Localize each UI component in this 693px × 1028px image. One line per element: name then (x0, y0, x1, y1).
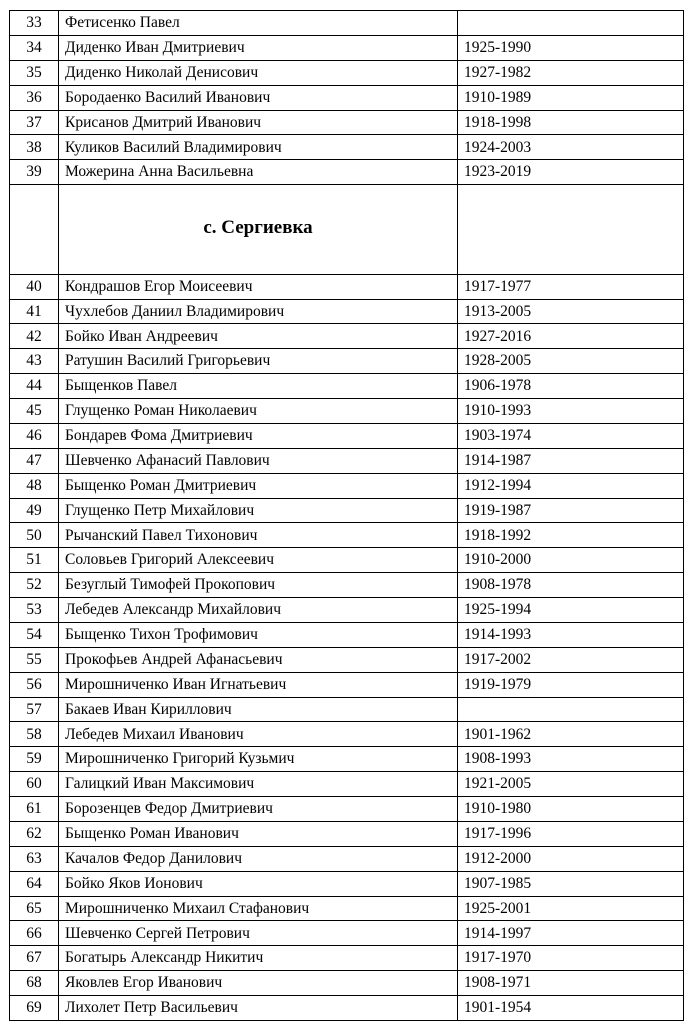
row-number: 62 (10, 821, 59, 846)
table-row (10, 722, 684, 747)
table-row (10, 747, 684, 772)
row-number: 56 (10, 672, 59, 697)
life-years: 1927-2016 (458, 324, 684, 349)
table-row (10, 399, 684, 424)
table-row (10, 160, 684, 185)
life-years: 1912-2000 (458, 846, 684, 871)
row-number: 54 (10, 622, 59, 647)
life-years: 1917-2002 (458, 647, 684, 672)
life-years: 1912-1994 (458, 473, 684, 498)
person-name: Бойко Яков Ионович (59, 871, 458, 896)
person-name: Прокофьев Андрей Афанасьевич (59, 647, 458, 672)
roster-table (9, 10, 684, 1021)
row-number: 65 (10, 896, 59, 921)
table-row (10, 498, 684, 523)
row-number: 48 (10, 473, 59, 498)
person-name: Диденко Николай Денисович (59, 60, 458, 85)
life-years: 1908-1993 (458, 747, 684, 772)
table-row (10, 946, 684, 971)
row-number: 33 (10, 11, 59, 36)
row-number: 51 (10, 548, 59, 573)
table-row (10, 324, 684, 349)
life-years: 1919-1979 (458, 672, 684, 697)
row-number: 63 (10, 846, 59, 871)
table-row (10, 135, 684, 160)
row-number: 45 (10, 399, 59, 424)
row-number: 52 (10, 573, 59, 598)
table-row (10, 598, 684, 623)
row-number: 69 (10, 996, 59, 1021)
row-number: 68 (10, 971, 59, 996)
table-row (10, 772, 684, 797)
row-number: 37 (10, 110, 59, 135)
row-number: 43 (10, 349, 59, 374)
table-row (10, 523, 684, 548)
life-years: 1914-1997 (458, 921, 684, 946)
life-years: 1910-1980 (458, 797, 684, 822)
life-years: 1918-1992 (458, 523, 684, 548)
life-years: 1925-1994 (458, 598, 684, 623)
table-row (10, 971, 684, 996)
table-row (10, 299, 684, 324)
row-number: 38 (10, 135, 59, 160)
life-years: 1917-1977 (458, 274, 684, 299)
person-name: Яковлев Егор Иванович (59, 971, 458, 996)
row-number: 59 (10, 747, 59, 772)
table-row (10, 846, 684, 871)
person-name: Кондрашов Егор Моисеевич (59, 274, 458, 299)
row-number: 67 (10, 946, 59, 971)
person-name: Бакаев Иван Кириллович (59, 697, 458, 722)
life-years: 1925-1990 (458, 35, 684, 60)
table-row (10, 274, 684, 299)
person-name: Лихолет Петр Васильевич (59, 996, 458, 1021)
row-number: 49 (10, 498, 59, 523)
person-name: Шевченко Сергей Петрович (59, 921, 458, 946)
person-name: Фетисенко Павел (59, 11, 458, 36)
roster-table-body (10, 11, 684, 1021)
person-name: Лебедев Михаил Иванович (59, 722, 458, 747)
person-name: Быщенков Павел (59, 374, 458, 399)
person-name: Диденко Иван Дмитриевич (59, 35, 458, 60)
person-name: Рычанский Павел Тихонович (59, 523, 458, 548)
life-years: 1906-1978 (458, 374, 684, 399)
row-number: 60 (10, 772, 59, 797)
life-years: 1914-1987 (458, 448, 684, 473)
row-number: 41 (10, 299, 59, 324)
life-years: 1924-2003 (458, 135, 684, 160)
life-years: 1901-1954 (458, 996, 684, 1021)
table-row (10, 672, 684, 697)
person-name: Куликов Василий Владимирович (59, 135, 458, 160)
table-row (10, 448, 684, 473)
life-years (458, 697, 684, 722)
row-number: 42 (10, 324, 59, 349)
life-years: 1903-1974 (458, 423, 684, 448)
life-years: 1907-1985 (458, 871, 684, 896)
person-name: Глущенко Роман Николаевич (59, 399, 458, 424)
person-name: Галицкий Иван Максимович (59, 772, 458, 797)
life-years (458, 11, 684, 36)
person-name: Лебедев Александр Михайлович (59, 598, 458, 623)
person-name: Ратушин Василий Григорьевич (59, 349, 458, 374)
table-row (10, 647, 684, 672)
section-header-row (10, 185, 684, 275)
life-years: 1914-1993 (458, 622, 684, 647)
row-number: 35 (10, 60, 59, 85)
row-number: 36 (10, 85, 59, 110)
table-row (10, 85, 684, 110)
person-name: Быщенко Роман Дмитриевич (59, 473, 458, 498)
life-years: 1918-1998 (458, 110, 684, 135)
row-number: 66 (10, 921, 59, 946)
section-years-cell (458, 185, 684, 275)
table-row (10, 423, 684, 448)
table-row (10, 896, 684, 921)
row-number: 57 (10, 697, 59, 722)
life-years: 1925-2001 (458, 896, 684, 921)
life-years: 1919-1987 (458, 498, 684, 523)
life-years: 1927-1982 (458, 60, 684, 85)
life-years: 1901-1962 (458, 722, 684, 747)
table-row (10, 11, 684, 36)
table-row (10, 349, 684, 374)
life-years: 1923-2019 (458, 160, 684, 185)
person-name: Мирошниченко Михаил Стафанович (59, 896, 458, 921)
person-name: Чухлебов Даниил Владимирович (59, 299, 458, 324)
person-name: Борозенцев Федор Дмитриевич (59, 797, 458, 822)
life-years: 1917-1996 (458, 821, 684, 846)
person-name: Бойко Иван Андреевич (59, 324, 458, 349)
person-name: Качалов Федор Данилович (59, 846, 458, 871)
person-name: Богатырь Александр Никитич (59, 946, 458, 971)
life-years: 1908-1971 (458, 971, 684, 996)
table-row (10, 374, 684, 399)
table-row (10, 797, 684, 822)
table-row (10, 548, 684, 573)
table-row (10, 697, 684, 722)
table-row (10, 110, 684, 135)
row-number: 44 (10, 374, 59, 399)
row-number: 40 (10, 274, 59, 299)
person-name: Мирошниченко Иван Игнатьевич (59, 672, 458, 697)
section-title: с. Сергиевка (59, 185, 458, 275)
table-row (10, 996, 684, 1021)
person-name: Быщенко Тихон Трофимович (59, 622, 458, 647)
person-name: Безуглый Тимофей Прокопович (59, 573, 458, 598)
person-name: Глущенко Петр Михайлович (59, 498, 458, 523)
life-years: 1908-1978 (458, 573, 684, 598)
person-name: Быщенко Роман Иванович (59, 821, 458, 846)
table-row (10, 871, 684, 896)
row-number: 47 (10, 448, 59, 473)
life-years: 1921-2005 (458, 772, 684, 797)
row-number: 34 (10, 35, 59, 60)
row-number: 39 (10, 160, 59, 185)
life-years: 1910-1993 (458, 399, 684, 424)
life-years: 1917-1970 (458, 946, 684, 971)
person-name: Крисанов Дмитрий Иванович (59, 110, 458, 135)
person-name: Можерина Анна Васильевна (59, 160, 458, 185)
table-row (10, 60, 684, 85)
table-row (10, 622, 684, 647)
row-number: 50 (10, 523, 59, 548)
row-number: 64 (10, 871, 59, 896)
row-number: 53 (10, 598, 59, 623)
life-years: 1928-2005 (458, 349, 684, 374)
section-number-cell (10, 185, 59, 275)
table-row (10, 473, 684, 498)
person-name: Соловьев Григорий Алексеевич (59, 548, 458, 573)
life-years: 1913-2005 (458, 299, 684, 324)
life-years: 1910-2000 (458, 548, 684, 573)
life-years: 1910-1989 (458, 85, 684, 110)
person-name: Бондарев Фома Дмитриевич (59, 423, 458, 448)
row-number: 55 (10, 647, 59, 672)
row-number: 58 (10, 722, 59, 747)
person-name: Бородаенко Василий Иванович (59, 85, 458, 110)
row-number: 46 (10, 423, 59, 448)
table-row (10, 821, 684, 846)
table-row (10, 921, 684, 946)
person-name: Шевченко Афанасий Павлович (59, 448, 458, 473)
row-number: 61 (10, 797, 59, 822)
table-row (10, 573, 684, 598)
table-row (10, 35, 684, 60)
person-name: Мирошниченко Григорий Кузьмич (59, 747, 458, 772)
